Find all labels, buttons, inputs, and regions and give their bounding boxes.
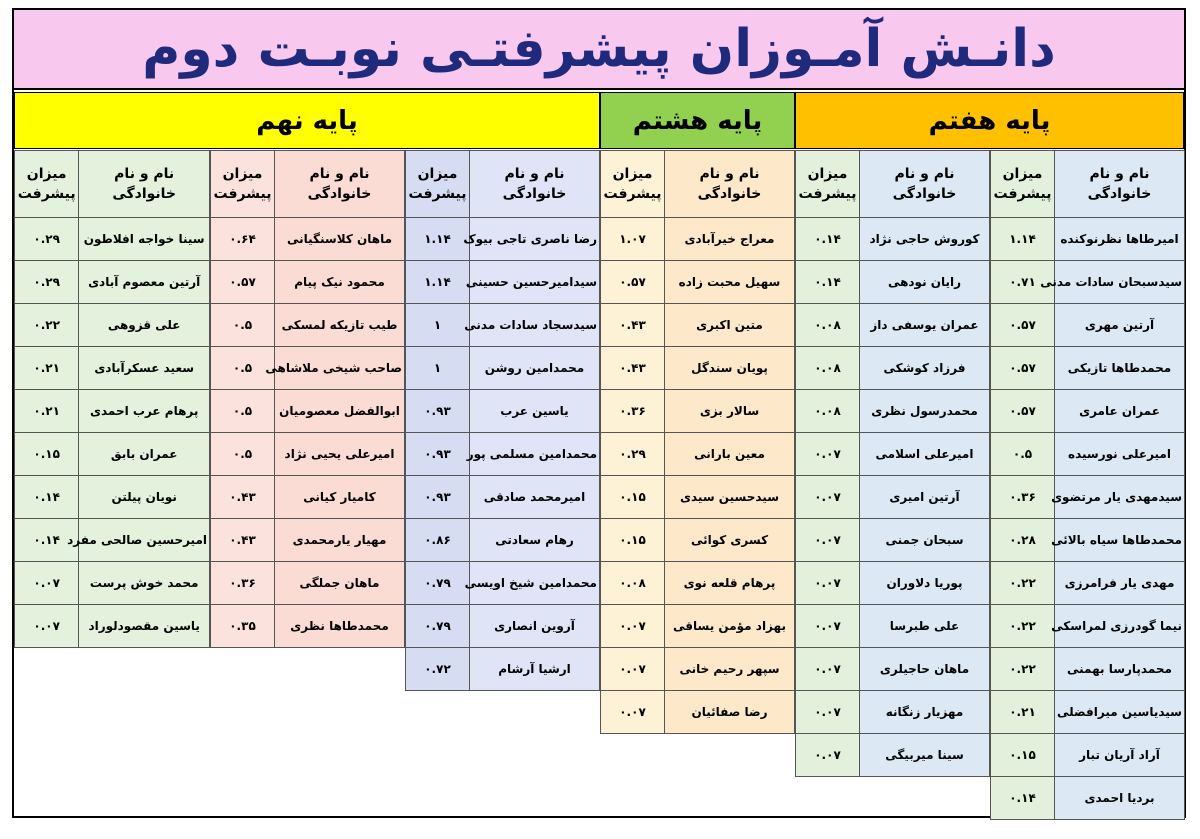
table-row <box>406 562 600 605</box>
table-row <box>796 261 990 304</box>
student-name: سهیل محبت زاده <box>665 261 795 304</box>
table-row <box>406 218 600 261</box>
table-row <box>796 304 990 347</box>
student-name: بهزاد مؤمن یساقی <box>665 605 795 648</box>
progress-score: ۰.۰۷ <box>796 605 860 648</box>
grade-9-label: پایه نهم <box>256 105 358 136</box>
name-column-header: نام و نام خانوادگی <box>79 151 210 218</box>
progress-score: ۰.۵۷ <box>991 347 1055 390</box>
table-row <box>211 218 405 261</box>
progress-score: ۰.۹۳ <box>406 476 470 519</box>
student-name: امیرطاها نظرنوکنده <box>1055 218 1185 261</box>
progress-score: ۰.۹۳ <box>406 433 470 476</box>
progress-score: ۰.۵ <box>211 304 275 347</box>
progress-score: ۰.۰۷ <box>796 519 860 562</box>
table-row <box>796 519 990 562</box>
progress-score: ۱.۱۴ <box>406 218 470 261</box>
student-name: یاسین عرب <box>470 390 600 433</box>
grade-7-table-2 <box>795 150 990 777</box>
progress-score: ۰.۵۷ <box>991 304 1055 347</box>
student-name: سینا میربیگی <box>860 734 990 777</box>
progress-score: ۰.۷۹ <box>406 562 470 605</box>
table-row <box>211 347 405 390</box>
table-row <box>991 304 1185 347</box>
student-name: سیدسبحان سادات مدنی <box>1055 261 1185 304</box>
student-name: آرتین مهری <box>1055 304 1185 347</box>
table-row <box>15 605 210 648</box>
student-name: محمدطاها سیاه بالائی <box>1055 519 1185 562</box>
name-column-header: نام و نام خانوادگی <box>275 151 405 218</box>
progress-score: ۱ <box>406 347 470 390</box>
progress-score: ۰.۳۶ <box>211 562 275 605</box>
table-row <box>991 347 1185 390</box>
table-row <box>991 476 1185 519</box>
student-name: فرزاد کوشکی <box>860 347 990 390</box>
student-name: متین اکبری <box>665 304 795 347</box>
progress-score: ۰.۵ <box>991 433 1055 476</box>
progress-score: ۰.۷۲ <box>406 648 470 691</box>
grade-7-table-1 <box>990 150 1185 820</box>
table-row <box>601 304 795 347</box>
progress-score: ۰.۰۸ <box>796 347 860 390</box>
grade-9-header <box>14 92 600 149</box>
progress-score: ۰.۰۷ <box>601 648 665 691</box>
table-row <box>796 476 990 519</box>
grade-9-table-1 <box>405 150 600 691</box>
student-name: کوروش حاجی نژاد <box>860 218 990 261</box>
student-name: رایان نودهی <box>860 261 990 304</box>
student-name: آراد آریان تبار <box>1055 734 1185 777</box>
table-row <box>15 347 210 390</box>
table-row <box>15 304 210 347</box>
progress-score: ۰.۵ <box>211 390 275 433</box>
table-row <box>406 390 600 433</box>
student-name: امیرعلی یحیی نژاد <box>275 433 405 476</box>
table-row <box>15 218 210 261</box>
progress-score: ۰.۲۱ <box>991 691 1055 734</box>
table-row <box>211 562 405 605</box>
progress-score: ۰.۱۵ <box>601 519 665 562</box>
progress-score: ۰.۱۵ <box>991 734 1055 777</box>
student-name: محمدپارسا بهمنی <box>1055 648 1185 691</box>
progress-score: ۰.۲۱ <box>15 390 79 433</box>
page-title: دانـش آمـوزان پیشرفتـی نوبـت دوم <box>142 19 1056 79</box>
student-name: کسری کوائی <box>665 519 795 562</box>
student-name: محمدرسول نظری <box>860 390 990 433</box>
student-name: امیرعلی اسلامی <box>860 433 990 476</box>
table-row <box>211 304 405 347</box>
progress-score: ۰.۰۸ <box>796 304 860 347</box>
student-name: کامیار کیانی <box>275 476 405 519</box>
student-name: سیدیاسین میرافضلی <box>1055 691 1185 734</box>
student-name: صاحب شیخی ملاشاهی <box>275 347 405 390</box>
table-row <box>601 390 795 433</box>
table-row <box>601 218 795 261</box>
table-row <box>991 218 1185 261</box>
student-name: رضا صفائیان <box>665 691 795 734</box>
student-name: پرهام قلعه نوی <box>665 562 795 605</box>
score-column-header: میزان پیشرفت <box>991 151 1055 218</box>
table-row <box>211 261 405 304</box>
progress-score: ۰.۵۷ <box>211 261 275 304</box>
progress-score: ۰.۱۴ <box>15 476 79 519</box>
progress-score: ۰.۵ <box>211 433 275 476</box>
table-row <box>601 347 795 390</box>
student-name: آرتین معصوم آبادی <box>79 261 210 304</box>
progress-score: ۰.۸۶ <box>406 519 470 562</box>
table-row <box>15 433 210 476</box>
progress-score: ۰.۷۹ <box>406 605 470 648</box>
progress-score: ۰.۱۴ <box>796 218 860 261</box>
table-row <box>796 734 990 777</box>
table-row <box>601 605 795 648</box>
grade-7-header <box>795 92 1184 149</box>
score-column-header: میزان پیشرفت <box>601 151 665 218</box>
table-row <box>15 519 210 562</box>
student-name: رهام سعادتی <box>470 519 600 562</box>
student-name: نویان پیلتن <box>79 476 210 519</box>
student-name: ماهان حاجیلری <box>860 648 990 691</box>
name-column-header: نام و نام خانوادگی <box>470 151 600 218</box>
table-row <box>991 691 1185 734</box>
student-name: معین بارانی <box>665 433 795 476</box>
student-name: طیب تازیکه لمسکی <box>275 304 405 347</box>
table-row <box>796 691 990 734</box>
table-row <box>211 390 405 433</box>
table-row <box>796 390 990 433</box>
student-name: محمدامین مسلمی پور <box>470 433 600 476</box>
progress-score: ۱.۱۴ <box>991 218 1055 261</box>
student-name: امیرمحمد صادقی <box>470 476 600 519</box>
student-name: سعید عسکرآبادی <box>79 347 210 390</box>
student-name: رضا ناصری تاجی بیوک <box>470 218 600 261</box>
score-column-header: میزان پیشرفت <box>15 151 79 218</box>
progress-score: ۰.۰۷ <box>796 562 860 605</box>
progress-score: ۰.۲۲ <box>991 605 1055 648</box>
progress-score: ۰.۱۵ <box>15 433 79 476</box>
student-name: یاسین مقصودلوراد <box>79 605 210 648</box>
table-row <box>15 390 210 433</box>
table-row <box>601 691 795 734</box>
progress-score: ۰.۰۷ <box>601 691 665 734</box>
progress-score: ۰.۲۲ <box>15 304 79 347</box>
table-row <box>601 562 795 605</box>
progress-score: ۰.۵۷ <box>991 390 1055 433</box>
progress-score: ۰.۲۹ <box>15 261 79 304</box>
progress-score: ۰.۱۴ <box>796 261 860 304</box>
progress-score: ۰.۹۳ <box>406 390 470 433</box>
student-name: عمران عامری <box>1055 390 1185 433</box>
student-name: ماهان کلاسنگیانی <box>275 218 405 261</box>
table-row <box>406 519 600 562</box>
table-row <box>796 218 990 261</box>
table-row <box>796 648 990 691</box>
progress-score: ۰.۲۹ <box>601 433 665 476</box>
table-row <box>211 519 405 562</box>
table-row <box>601 519 795 562</box>
student-name: پویان سندگل <box>665 347 795 390</box>
progress-score: ۰.۴۳ <box>601 304 665 347</box>
student-name: محمدطاها تازیکی <box>1055 347 1185 390</box>
student-name: محمدطاها نظری <box>275 605 405 648</box>
table-row <box>991 648 1185 691</box>
grade-9-table-2 <box>210 150 405 648</box>
progress-score: ۰.۱۴ <box>15 519 79 562</box>
student-name: ارشیا آرشام <box>470 648 600 691</box>
table-row <box>796 562 990 605</box>
progress-score: ۰.۰۷ <box>15 605 79 648</box>
table-row <box>15 562 210 605</box>
student-name: سیدمهدی یار مرتضوی <box>1055 476 1185 519</box>
student-name: عمران یوسفی داز <box>860 304 990 347</box>
table-row <box>991 261 1185 304</box>
table-row <box>991 605 1185 648</box>
grade-7-label: پایه هفتم <box>928 105 1051 136</box>
student-name: نیما گودرزی لمراسکی <box>1055 605 1185 648</box>
progress-score: ۰.۴۳ <box>211 476 275 519</box>
name-column-header: نام و نام خانوادگی <box>1055 151 1185 218</box>
student-name: مهدی یار فرامرزی <box>1055 562 1185 605</box>
table-row <box>601 433 795 476</box>
student-name: ماهان جملگی <box>275 562 405 605</box>
table-row <box>601 261 795 304</box>
table-row <box>211 476 405 519</box>
student-name: سالار بزی <box>665 390 795 433</box>
progress-score: ۰.۰۷ <box>601 605 665 648</box>
table-row <box>15 476 210 519</box>
student-name: آروین انصاری <box>470 605 600 648</box>
score-column-header: میزان پیشرفت <box>406 151 470 218</box>
student-name: سیدحسین سیدی <box>665 476 795 519</box>
progress-score: ۰.۵ <box>211 347 275 390</box>
progress-score: ۱.۰۷ <box>601 218 665 261</box>
student-name: محمد خوش پرست <box>79 562 210 605</box>
grade-8-table <box>600 150 795 734</box>
student-name: محمدامین روشن <box>470 347 600 390</box>
table-row <box>406 261 600 304</box>
table-row <box>991 390 1185 433</box>
progress-score: ۰.۵۷ <box>601 261 665 304</box>
student-name: محمود نیک پیام <box>275 261 405 304</box>
progress-score: ۰.۷۱ <box>991 261 1055 304</box>
progress-score: ۰.۰۷ <box>796 433 860 476</box>
student-name: سیدسجاد سادات مدنی <box>470 304 600 347</box>
progress-score: ۰.۳۵ <box>211 605 275 648</box>
student-name: سیدامیرحسین حسینی <box>470 261 600 304</box>
table-row <box>991 562 1185 605</box>
progress-score: ۰.۰۷ <box>15 562 79 605</box>
score-column-header: میزان پیشرفت <box>796 151 860 218</box>
student-name: بردیا احمدی <box>1055 777 1185 820</box>
table-row <box>406 476 600 519</box>
table-row <box>211 605 405 648</box>
student-name: مهیار یارمحمدی <box>275 519 405 562</box>
table-row <box>406 347 600 390</box>
grade-8-label: پایه هشتم <box>632 105 763 136</box>
student-name: آرتین امیری <box>860 476 990 519</box>
table-row <box>796 433 990 476</box>
student-name: سپهر رحیم خانی <box>665 648 795 691</box>
progress-score: ۰.۰۸ <box>601 562 665 605</box>
table-row <box>796 347 990 390</box>
student-name: سینا خواجه افلاطون <box>79 218 210 261</box>
table-row <box>406 304 600 347</box>
table-row <box>991 777 1185 820</box>
progress-score: ۰.۶۴ <box>211 218 275 261</box>
student-name: پوریا دلاوران <box>860 562 990 605</box>
progress-score: ۰.۴۳ <box>211 519 275 562</box>
progress-score: ۱ <box>406 304 470 347</box>
progress-score: ۰.۲۸ <box>991 519 1055 562</box>
progress-score: ۰.۴۳ <box>601 347 665 390</box>
progress-score: ۰.۲۲ <box>991 648 1055 691</box>
progress-score: ۰.۳۶ <box>991 476 1055 519</box>
progress-score: ۰.۰۷ <box>796 648 860 691</box>
progress-score: ۰.۰۷ <box>796 691 860 734</box>
score-column-header: میزان پیشرفت <box>211 151 275 218</box>
progress-score: ۰.۱۴ <box>991 777 1055 820</box>
table-row <box>991 519 1185 562</box>
student-name: مهزیار زنگانه <box>860 691 990 734</box>
progress-score: ۰.۱۵ <box>601 476 665 519</box>
table-row <box>406 433 600 476</box>
grade-8-header <box>600 92 795 149</box>
name-column-header: نام و نام خانوادگی <box>665 151 795 218</box>
table-row <box>796 605 990 648</box>
title-banner <box>14 10 1184 90</box>
student-name: سبحان جمنی <box>860 519 990 562</box>
progress-score: ۰.۰۷ <box>796 734 860 777</box>
table-row <box>991 433 1185 476</box>
student-name: علی طبرسا <box>860 605 990 648</box>
student-name: امیرعلی نورسیده <box>1055 433 1185 476</box>
grade-9-table-3 <box>14 150 210 648</box>
student-name: محمدامین شیخ اویسی <box>470 562 600 605</box>
table-row <box>601 648 795 691</box>
progress-score: ۰.۳۶ <box>601 390 665 433</box>
student-name: ابوالفضل معصومیان <box>275 390 405 433</box>
table-row <box>406 605 600 648</box>
table-row <box>991 734 1185 777</box>
progress-score: ۱.۱۴ <box>406 261 470 304</box>
student-name: معراج خیرآبادی <box>665 218 795 261</box>
table-row <box>406 648 600 691</box>
progress-score: ۰.۲۹ <box>15 218 79 261</box>
name-column-header: نام و نام خانوادگی <box>860 151 990 218</box>
progress-score: ۰.۰۷ <box>796 476 860 519</box>
student-name: امیرحسین صالحی مفرد <box>79 519 210 562</box>
progress-score: ۰.۲۲ <box>991 562 1055 605</box>
progress-score: ۰.۲۱ <box>15 347 79 390</box>
table-row <box>15 261 210 304</box>
table-row <box>211 433 405 476</box>
student-name: پرهام عرب احمدی <box>79 390 210 433</box>
student-name: علی قزوهی <box>79 304 210 347</box>
student-name: عمران بابق <box>79 433 210 476</box>
progress-score: ۰.۰۸ <box>796 390 860 433</box>
table-row <box>601 476 795 519</box>
